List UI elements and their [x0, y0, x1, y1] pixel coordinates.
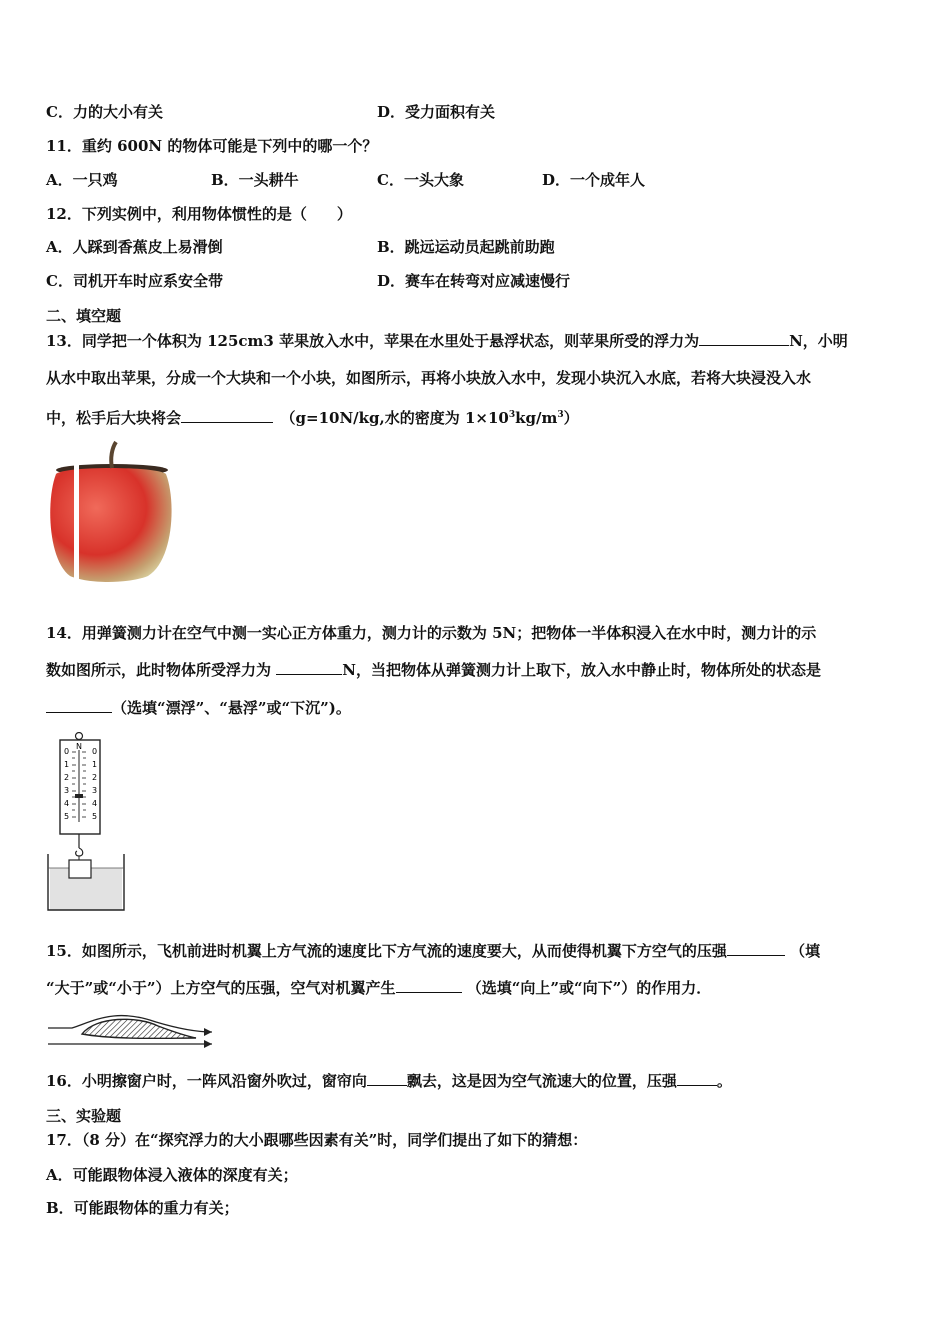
q13-text-1b: N，小明 — [789, 332, 848, 350]
scale-tick-right-5: 5 — [92, 812, 98, 821]
scale-hook — [76, 848, 83, 856]
q15-text-2b: （选填“向上”或“向下”）的作用力． — [466, 979, 712, 997]
q14-line-2 — [46, 660, 821, 680]
q10-option-c: C．力的大小有关 — [46, 103, 163, 121]
scale-unit-label: N — [76, 742, 82, 751]
q14-text-2b: N，当把物体从弹簧测力计上取下，放入水中静止时，物体所处的状态是 — [342, 661, 821, 679]
scale-ring — [76, 733, 83, 740]
apple-body — [50, 468, 171, 582]
q11-stem: 11．重约 600N 的物体可能是下列中的哪一个？ — [46, 137, 378, 155]
wing-body — [82, 1019, 196, 1038]
q11-option-b: B．一头耕牛 — [211, 171, 299, 189]
q15-blank-2 — [396, 978, 462, 993]
q10-option-d: D．受力面积有关 — [377, 103, 496, 121]
q13-blank-2 — [181, 408, 273, 423]
section-fill-in-title: 二、填空题 — [46, 307, 122, 325]
q16-blank-1 — [367, 1071, 407, 1086]
cube-object — [69, 860, 91, 878]
q17-stem: 17．（8 分）在“探究浮力的大小跟哪些因素有关”时，同学们提出了如下的猜想： — [46, 1131, 588, 1149]
q13-text-3c: kg/m — [515, 409, 558, 427]
scale-tick-right-3: 3 — [92, 786, 98, 795]
q14-blank-1 — [276, 660, 342, 675]
scale-tick-left-2: 2 — [64, 773, 70, 782]
scale-tick-left-0: 0 — [64, 747, 70, 756]
q12-stem: 12．下列实例中，利用物体惯性的是（ ） — [46, 205, 352, 223]
q13-line-2: 从水中取出苹果，分成一个大块和一个小块，如图所示，再将小块放入水中，发现小块沉入水底，若将大块浸没入水 — [46, 369, 812, 387]
q13-text-3d: ） — [563, 409, 579, 427]
q16-line — [46, 1071, 732, 1091]
scale-pointer — [75, 794, 83, 798]
q13-line-1 — [46, 331, 848, 351]
q11-option-a: A．一只鸡 — [46, 171, 118, 189]
q13-line-3 — [46, 405, 579, 428]
apple-cut-line — [74, 460, 79, 582]
q15-line-2 — [46, 978, 711, 998]
q13-text-3a: 中，松手后大块将会 — [46, 409, 182, 427]
q14-line-3 — [46, 698, 351, 718]
q17-option-b: B．可能跟物体的重力有关； — [46, 1199, 239, 1217]
section-experiment-title: 三、实验题 — [46, 1107, 122, 1125]
q15-blank-1 — [727, 941, 785, 956]
scale-tick-right-1: 1 — [92, 760, 98, 769]
q14-text-3: （选填“漂浮”、“悬浮”或“下沉”)。 — [112, 699, 351, 717]
scale-tick-right-4: 4 — [92, 799, 98, 808]
q16-text-c: 。 — [716, 1072, 732, 1090]
scale-tick-right-0: 0 — [92, 747, 98, 756]
scale-tick-left-3: 3 — [64, 786, 70, 795]
q13-sup-1: 3 — [508, 410, 516, 420]
wing-figure — [46, 1010, 214, 1052]
q16-text-a: 16．小明擦窗户时，一阵风沿窗外吹过，窗帘向 — [46, 1072, 367, 1090]
q13-blank-1 — [699, 331, 789, 346]
q14-blank-2 — [46, 698, 112, 713]
scale-tick-right-2: 2 — [92, 773, 98, 782]
upper-airflow-arrow — [204, 1028, 212, 1036]
lower-airflow-arrow — [204, 1040, 212, 1048]
scale-tick-left-5: 5 — [64, 812, 70, 821]
q12-option-b: B．跳远运动员起跳前助跑 — [377, 238, 555, 256]
q17-option-a: A．可能跟物体浸入液体的深度有关； — [46, 1166, 298, 1184]
q12-option-a: A．人踩到香蕉皮上易滑倒 — [46, 238, 223, 256]
q12-option-c: C．司机开车时应系安全带 — [46, 272, 223, 290]
q13-text-3b: （g=10N/kg,水的密度为 1×10 — [288, 409, 509, 427]
q15-text-2a: “大于”或“小于”）上方空气的压强，空气对机翼产生 — [46, 979, 396, 997]
apple-figure — [44, 440, 176, 582]
q13-sup-2: 3 — [557, 410, 564, 420]
q14-line-1: 14．用弹簧测力计在空气中测一实心正方体重力，测力计的示数为 5N；把物体一半体积浸入在水中时，测力计的示 — [46, 624, 817, 642]
q12-option-d: D．赛车在转弯对应减速慢行 — [377, 272, 571, 290]
q15-text-1b: （填 — [790, 942, 821, 960]
spring-scale-figure — [44, 732, 126, 914]
q16-blank-2 — [677, 1071, 717, 1086]
q15-text-1a: 15．如图所示，飞机前进时机翼上方气流的速度比下方气流的速度要大，从而使得机翼下方空气的压强 — [46, 942, 727, 960]
q14-text-2a: 数如图所示，此时物体所受浮力为 — [46, 661, 272, 679]
scale-tick-left-4: 4 — [64, 799, 70, 808]
q16-text-b: 飘去，这是因为空气流速大的位置，压强 — [406, 1072, 677, 1090]
q11-option-d: D．一个成年人 — [542, 171, 646, 189]
q15-line-1 — [46, 941, 820, 961]
q13-text-1a: 13．同学把一个体积为 125cm3 苹果放入水中，苹果在水里处于悬浮状态，则苹果所受的浮力为 — [46, 332, 700, 350]
scale-tick-left-1: 1 — [64, 760, 70, 769]
q11-option-c: C．一头大象 — [377, 171, 464, 189]
